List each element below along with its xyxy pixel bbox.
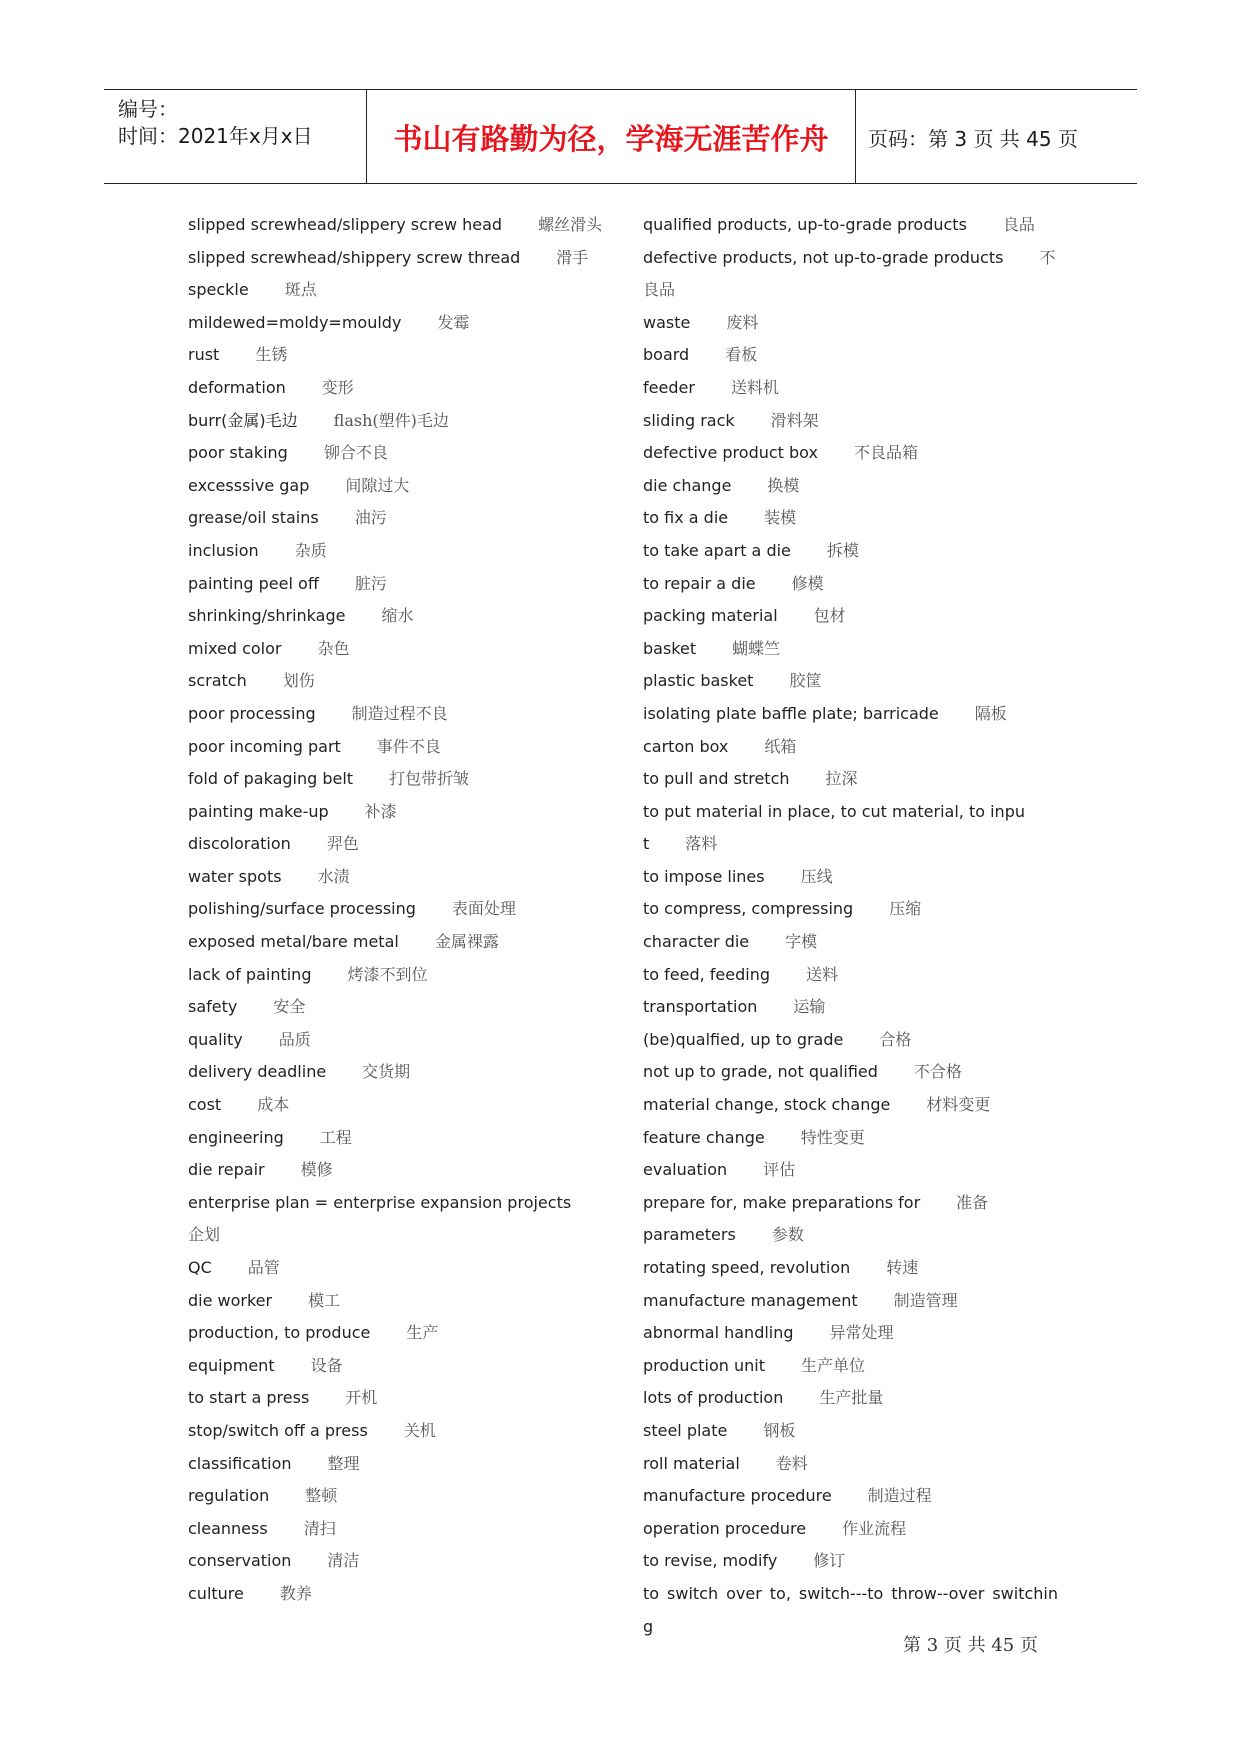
term-chinese: 打包带折皱	[389, 769, 470, 789]
term-english: feeder	[643, 377, 695, 397]
term-chinese: 水渍	[317, 866, 350, 886]
term-chinese: 字模	[785, 932, 818, 952]
term-chinese: 脏污	[354, 573, 387, 593]
glossary-entry	[643, 1317, 1058, 1350]
glossary-entry	[643, 1350, 1058, 1383]
glossary-entry	[643, 242, 1058, 307]
term-english: classification	[188, 1453, 292, 1473]
glossary-entry	[643, 535, 1058, 568]
term-english: basket	[643, 638, 697, 658]
glossary-entry	[643, 307, 1058, 340]
term-english: evaluation	[643, 1160, 728, 1180]
term-chinese: 发霉	[437, 312, 470, 332]
term-english: to fix a die	[643, 508, 729, 528]
term-english: character die	[643, 932, 750, 952]
term-english: lack of painting	[188, 964, 312, 984]
glossary-entry	[188, 1415, 608, 1448]
glossary-entry	[188, 502, 608, 535]
term-chinese: 转速	[886, 1258, 919, 1277]
glossary-entry	[188, 437, 608, 470]
term-english: die repair	[188, 1160, 265, 1180]
term-english: to pull and stretch	[643, 769, 790, 789]
term-english: engineering	[188, 1127, 284, 1147]
term-english: to put material in place, to cut material, to input	[643, 801, 1025, 854]
glossary-entry	[643, 991, 1058, 1024]
document-number-label: 编号：	[118, 97, 178, 121]
term-chinese: 事件不良	[376, 736, 441, 756]
term-chinese: 修模	[791, 573, 824, 593]
glossary-entry	[188, 600, 608, 633]
term-chinese: 送料	[806, 964, 839, 984]
term-english: packing material	[643, 606, 778, 626]
header-middle-cell	[366, 90, 856, 183]
term-english: feature change	[643, 1127, 765, 1147]
term-chinese: 不合格	[913, 1062, 962, 1082]
glossary-entry	[188, 1187, 608, 1252]
glossary-entry	[188, 568, 608, 601]
term-chinese: 卷料	[775, 1453, 808, 1473]
term-english: to impose lines	[643, 866, 765, 886]
term-english: board	[643, 345, 690, 365]
term-english: burr(金属)毛边	[188, 410, 298, 430]
term-chinese: 胶筐	[789, 671, 822, 691]
term-chinese: 作业流程	[842, 1518, 907, 1538]
term-english: production, to produce	[188, 1323, 371, 1343]
header-left-cell	[104, 90, 366, 183]
glossary-entry	[188, 1545, 608, 1578]
glossary-entry	[643, 1285, 1058, 1318]
glossary-entry	[188, 991, 608, 1024]
glossary-entry	[643, 600, 1058, 633]
glossary-entry	[643, 1382, 1058, 1415]
term-english: (be)qualfied, up to grade	[643, 1029, 844, 1049]
glossary-entry	[188, 274, 608, 307]
term-chinese: 设备	[310, 1355, 343, 1375]
term-english: mildewed=moldy=mouldy	[188, 312, 402, 332]
term-chinese: 教养	[279, 1583, 312, 1603]
term-chinese: 补漆	[364, 801, 397, 821]
term-chinese: 生产单位	[801, 1355, 866, 1375]
term-chinese: 整顿	[305, 1486, 338, 1506]
term-english: to repair a die	[643, 573, 756, 593]
term-chinese: 缩水	[381, 606, 414, 626]
term-chinese: 送料机	[730, 377, 779, 397]
term-english: grease/oil stains	[188, 508, 319, 528]
term-english: excesssive gap	[188, 475, 310, 495]
glossary-entry	[643, 1513, 1058, 1546]
glossary-entry	[188, 893, 608, 926]
glossary-entry	[188, 926, 608, 959]
term-chinese: 金属裸露	[434, 932, 499, 952]
glossary-entry	[643, 731, 1058, 764]
term-chinese: 隔板	[974, 703, 1007, 723]
term-chinese: 工程	[319, 1127, 352, 1147]
term-chinese: 制造过程	[867, 1486, 932, 1506]
term-english: regulation	[188, 1486, 270, 1506]
term-english: fold of pakaging belt	[188, 769, 354, 789]
term-chinese: flash(塑件)毛边	[333, 410, 449, 430]
glossary-entry	[643, 1024, 1058, 1057]
glossary-entry	[643, 1154, 1058, 1187]
glossary-entry	[643, 568, 1058, 601]
glossary-entry	[188, 1578, 608, 1611]
page-header	[104, 89, 1137, 184]
term-chinese: 生产批量	[819, 1388, 884, 1408]
glossary-entry	[188, 763, 608, 796]
term-english: sliding rack	[643, 410, 735, 430]
term-chinese: 合格	[879, 1029, 912, 1049]
term-chinese: 材料变更	[926, 1095, 991, 1115]
glossary-entry	[643, 339, 1058, 372]
term-english: die change	[643, 475, 732, 495]
term-chinese: 准备	[956, 1192, 989, 1212]
term-english: abnormal handling	[643, 1323, 794, 1343]
term-chinese: 油污	[354, 508, 387, 528]
glossary-entry	[643, 470, 1058, 503]
term-english: isolating plate baffle plate; barricade	[643, 703, 939, 723]
term-english: exposed metal/bare metal	[188, 932, 399, 952]
glossary-entry	[643, 893, 1058, 926]
term-english: parameters	[643, 1225, 736, 1245]
page-footer: 第 3 页 共 45 页	[903, 1635, 1038, 1656]
term-chinese: 纸箱	[764, 736, 797, 756]
term-english: to start a press	[188, 1388, 310, 1408]
term-english: to switch over to, switch---to throw--over switching	[643, 1583, 1058, 1636]
glossary-entry	[643, 1089, 1058, 1122]
glossary-entry	[643, 1415, 1058, 1448]
term-chinese: 模工	[308, 1290, 341, 1310]
term-chinese: 安全	[273, 997, 306, 1017]
glossary-entry	[643, 959, 1058, 992]
glossary-entry	[188, 1024, 608, 1057]
term-english: poor processing	[188, 703, 316, 723]
glossary-entry	[643, 1187, 1058, 1220]
term-english: rotating speed, revolution	[643, 1258, 851, 1277]
term-chinese: 换模	[767, 475, 800, 495]
glossary-entry	[188, 861, 608, 894]
term-english: poor incoming part	[188, 736, 341, 756]
term-chinese: 划伤	[282, 671, 315, 691]
term-english: painting make-up	[188, 801, 329, 821]
term-chinese: 生产	[406, 1323, 439, 1343]
glossary-entry	[643, 1056, 1058, 1089]
term-english: poor staking	[188, 443, 288, 463]
glossary-entry	[643, 209, 1058, 242]
glossary-entry	[643, 926, 1058, 959]
glossary-entry	[643, 1219, 1058, 1252]
term-chinese: 滑手	[556, 247, 589, 267]
term-english: mixed color	[188, 638, 282, 658]
term-english: stop/switch off a press	[188, 1420, 368, 1440]
term-chinese: 清扫	[303, 1518, 336, 1538]
glossary-entry	[188, 1382, 608, 1415]
term-english: scratch	[188, 671, 247, 691]
term-chinese: 杂色	[317, 638, 350, 658]
term-english: roll material	[643, 1453, 740, 1473]
term-english: to take apart a die	[643, 540, 791, 560]
term-chinese: 不良品箱	[853, 443, 918, 463]
term-english: waste	[643, 312, 691, 332]
term-chinese: 钢板	[763, 1420, 796, 1440]
glossary-entry	[188, 1513, 608, 1546]
term-chinese: 开机	[345, 1388, 378, 1408]
term-chinese: 蝴蝶竺	[732, 638, 781, 658]
right-glossary-column	[643, 209, 1058, 1643]
term-english: defective product box	[643, 443, 818, 463]
term-english: rust	[188, 345, 220, 365]
term-chinese: 特性变更	[800, 1127, 865, 1147]
glossary-entry	[188, 1056, 608, 1089]
term-english: to revise, modify	[643, 1551, 778, 1571]
glossary-entry	[188, 633, 608, 666]
term-chinese: 压线	[800, 866, 833, 886]
term-english: prepare for, make preparations for	[643, 1192, 921, 1212]
term-english: manufacture procedure	[643, 1486, 832, 1506]
glossary-entry	[188, 1448, 608, 1481]
header-motto: 书山有路勤为径，学海无涯苦作舟	[393, 122, 829, 156]
glossary-entry	[643, 1480, 1058, 1513]
header-right-cell	[854, 90, 1137, 183]
term-english: lots of production	[643, 1388, 784, 1408]
term-chinese: 烤漆不到位	[347, 964, 428, 984]
glossary-entry	[188, 1122, 608, 1155]
glossary-entry	[188, 307, 608, 340]
term-chinese: 羿色	[326, 834, 359, 854]
header-page-label: 页码：第 3 页 共 45 页	[868, 127, 1078, 151]
term-english: polishing/surface processing	[188, 899, 416, 919]
glossary-entry	[643, 1252, 1058, 1285]
term-chinese: 生锈	[255, 345, 288, 365]
term-english: plastic basket	[643, 671, 754, 691]
term-english: production unit	[643, 1355, 765, 1375]
term-chinese: 清洁	[327, 1551, 360, 1571]
glossary-entry	[643, 665, 1058, 698]
glossary-entry	[188, 339, 608, 372]
term-english: not up to grade, not qualified	[643, 1062, 878, 1082]
glossary-entry	[188, 1089, 608, 1122]
glossary-entry	[188, 535, 608, 568]
glossary-entry	[188, 1154, 608, 1187]
glossary-entry	[188, 1252, 608, 1285]
term-english: safety	[188, 997, 238, 1017]
term-english: delivery deadline	[188, 1062, 327, 1082]
term-english: to compress, compressing	[643, 899, 854, 919]
term-chinese: 拆模	[826, 540, 859, 560]
glossary-entry	[188, 470, 608, 503]
term-chinese: 模修	[300, 1160, 333, 1180]
glossary-entry	[188, 1480, 608, 1513]
term-chinese: 变形	[321, 377, 354, 397]
document-time-label: 时间：2021年x月x日	[118, 124, 313, 148]
term-english: operation procedure	[643, 1518, 807, 1538]
term-chinese: 包材	[813, 606, 846, 626]
glossary-entry	[643, 633, 1058, 666]
term-chinese: 压缩	[889, 899, 922, 919]
glossary-entry	[188, 1317, 608, 1350]
glossary-entry	[643, 796, 1058, 861]
term-chinese: 成本	[257, 1095, 290, 1115]
term-chinese: 修订	[813, 1551, 846, 1571]
term-chinese: 螺丝滑头	[538, 215, 603, 234]
glossary-entry	[188, 698, 608, 731]
term-english: quality	[188, 1029, 243, 1049]
term-english: inclusion	[188, 540, 259, 560]
glossary-entry	[643, 698, 1058, 731]
term-chinese: 企划	[188, 1225, 221, 1245]
term-chinese: 制造管理	[893, 1290, 958, 1310]
term-chinese: 整理	[327, 1453, 360, 1473]
glossary-entry	[188, 209, 608, 242]
term-chinese: 品质	[278, 1029, 311, 1049]
term-english: water spots	[188, 866, 282, 886]
term-chinese: 运输	[793, 997, 826, 1017]
term-chinese: 铆合不良	[323, 443, 388, 463]
term-chinese: 品管	[247, 1258, 280, 1277]
term-english: manufacture management	[643, 1290, 858, 1310]
glossary-entry	[188, 959, 608, 992]
term-chinese: 看板	[725, 345, 758, 365]
term-english: transportation	[643, 997, 758, 1017]
term-english: discoloration	[188, 834, 291, 854]
term-chinese: 关机	[403, 1420, 436, 1440]
term-english: cost	[188, 1095, 222, 1115]
term-english: speckle	[188, 280, 249, 300]
term-english: deformation	[188, 377, 286, 397]
glossary-entry	[643, 437, 1058, 470]
glossary-entry	[188, 372, 608, 405]
term-english: slipped screwhead/slippery screw head	[188, 215, 503, 234]
term-english: QC	[188, 1258, 212, 1277]
term-english: equipment	[188, 1355, 275, 1375]
term-english: slipped screwhead/shippery screw thread	[188, 247, 521, 267]
term-english: enterprise plan = enterprise expansion projects	[188, 1192, 572, 1212]
glossary-entry	[643, 1122, 1058, 1155]
term-chinese: 制造过程不良	[351, 703, 448, 723]
glossary-entry	[188, 796, 608, 829]
glossary-entry	[188, 665, 608, 698]
term-english: culture	[188, 1583, 244, 1603]
glossary-entry	[188, 731, 608, 764]
glossary-entry	[188, 1350, 608, 1383]
term-chinese: 参数	[771, 1225, 804, 1245]
glossary-entry	[643, 1448, 1058, 1481]
term-chinese: 拉深	[825, 769, 858, 789]
term-english: carton box	[643, 736, 729, 756]
glossary-entry	[643, 405, 1058, 438]
term-chinese: 滑料架	[770, 410, 819, 430]
term-chinese: 评估	[763, 1160, 796, 1180]
term-chinese: 交货期	[362, 1062, 411, 1082]
term-chinese: 异常处理	[829, 1323, 894, 1343]
term-english: steel plate	[643, 1420, 728, 1440]
term-english: qualified products, up-to-grade products	[643, 215, 967, 234]
term-chinese: 表面处理	[451, 899, 516, 919]
glossary-entry	[643, 502, 1058, 535]
term-english: defective products, not up-to-grade products	[643, 247, 1004, 267]
glossary-entry	[643, 763, 1058, 796]
term-english: material change, stock change	[643, 1095, 891, 1115]
term-chinese: 废料	[726, 312, 759, 332]
glossary-entry	[188, 242, 608, 275]
term-english: die worker	[188, 1290, 273, 1310]
term-english: conservation	[188, 1551, 292, 1571]
term-chinese: 落料	[685, 834, 718, 854]
term-chinese: 不良品	[643, 247, 1056, 300]
term-chinese: 斑点	[284, 280, 317, 300]
term-chinese: 良品	[1002, 215, 1035, 234]
glossary-entry	[643, 372, 1058, 405]
term-chinese: 间隙过大	[345, 475, 410, 495]
term-chinese: 装模	[764, 508, 797, 528]
term-english: cleanness	[188, 1518, 268, 1538]
glossary-entry	[643, 861, 1058, 894]
term-english: shrinking/shrinkage	[188, 606, 346, 626]
term-english: to feed, feeding	[643, 964, 771, 984]
glossary-entry	[188, 405, 608, 438]
glossary-entry	[643, 1545, 1058, 1578]
term-chinese: 杂质	[294, 540, 327, 560]
glossary-entry	[188, 1285, 608, 1318]
left-glossary-column	[188, 209, 608, 1611]
glossary-entry	[188, 828, 608, 861]
term-english: painting peel off	[188, 573, 319, 593]
